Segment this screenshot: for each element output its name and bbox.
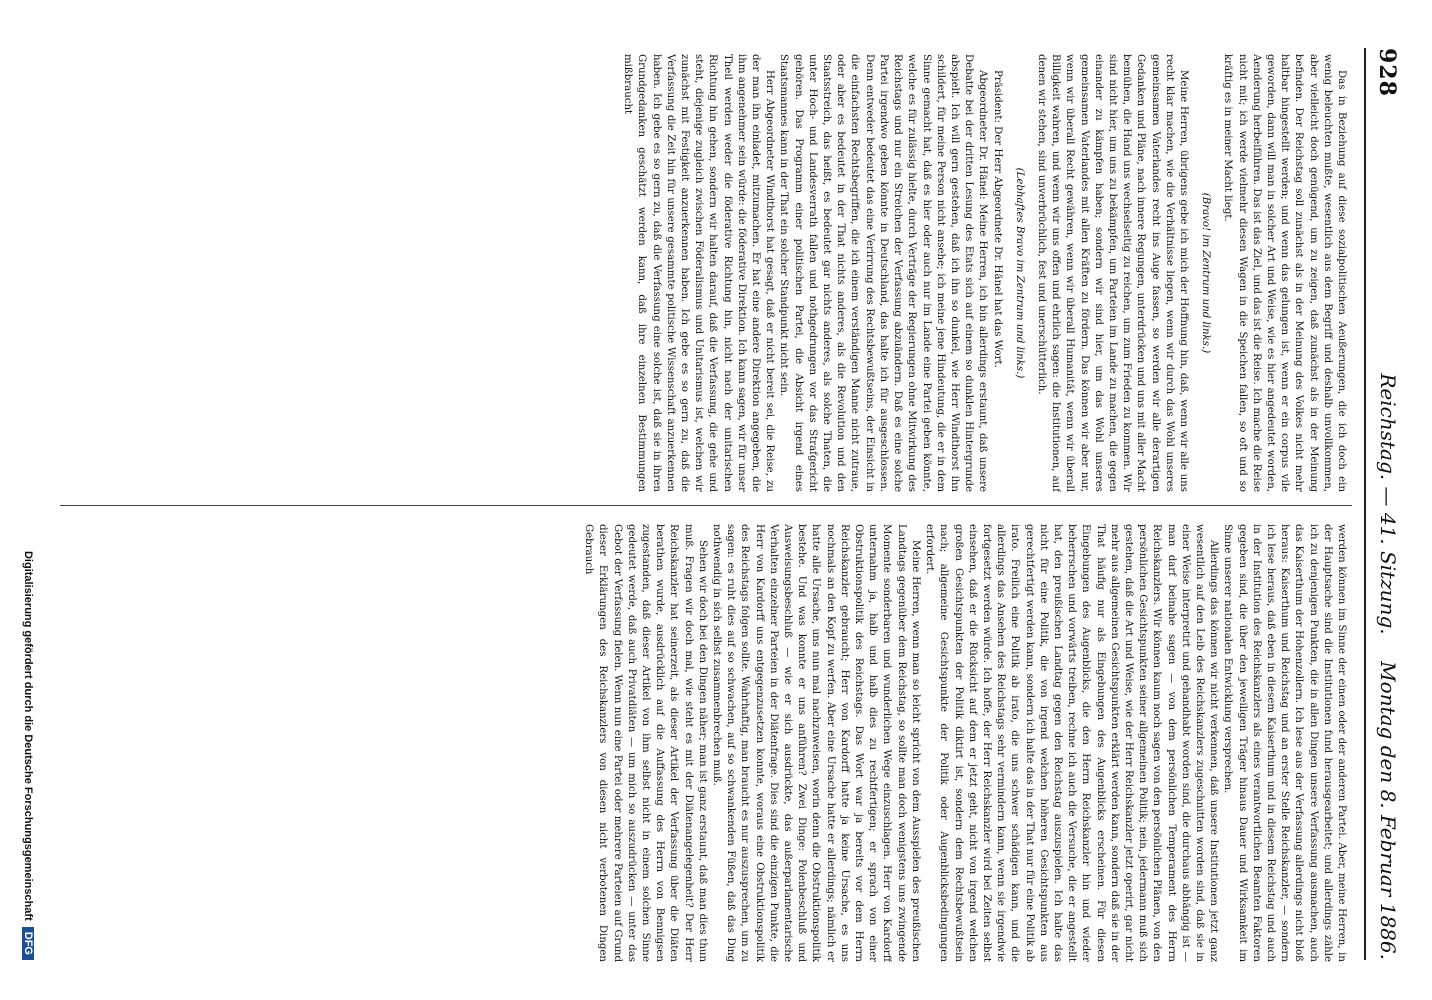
digitization-credit — [22, 0, 34, 1000]
speaker-paragraph: Präsident: Der Herr Abgeordnete Dr. Hänel hat das Wort. — [991, 70, 1003, 368]
left-column — [50, 54, 1348, 492]
session-date: Montag den 8. Februar 1886. — [1376, 661, 1400, 960]
paragraph: Sehen wir doch bei den Dingen näher; man ist ganz erstaunt, daß man dies thun muß. Fragen wir doch mal, wie steht es mit der Diätenangelegenheit? Der Herr Reichskanzler hat seinerzeit, als dieser Artikel der Verfassung über die Diäten berathen wurde, ausdrücklich auf die Auffassung des Herrn von Bennigsen zugestanden, daß dieser Artikel von ihm selbst nicht in einem solchen Sinne gedeutet werde, daß auch Privatdiäten — um mich so auszudrücken — unter das Gebot der Verfassung fielen. Wenn nun eine Partei oder mehrere Parteien auf Grund dieser Erklärungen des Reichskanzlers von diesen nicht verbotenen Dingen Gebrauch — [583, 524, 708, 962]
page-header — [1366, 48, 1412, 960]
paragraph: Meine Herren, übrigens gebe ich mich der Hoffnung hin, daß, wenn wir alle uns recht klar machen, wie die Verhältnisse liegen, wenn wir durch das Wohl unseres gemeinsamen Vaterlandes recht ins Auge fassen, so werden wir alle derartigen Gedanken und Pläne, nach innere Regungen, unterdrücken und uns mit aller Macht bemühen, die Hand uns wechselseitig zu reichen, um zum Frieden zu kommen. Wir sind nicht hier, um uns zu bekämpfen, um Parteien im Lande zu machen, die gegen einander zu kämpfen haben; sondern wir sind hier, um das Wohl unseres gemeinsamen Vaterlandes mit allen Kräften zu fördern. Das können wir aber nur, wenn wir überall Recht gewähren, wenn wir überall Humanität, wenn wir überall Billigkeit wahren, und wenn wir uns offen und ehrlich sagen: die Institutionen, auf denen wir stehen, sind unverbrüchlich, fest und unerschütterlich. — [1035, 54, 1189, 492]
paragraph: Herr Abgeordneter Windthorst hat gesagt, daß er nicht bereit sei, die Reise, zu der man ihn einladet, mitzumachen. Er hat eine andere Direktion angegeben, die ihm angenehmer sein würde: die föderative Direktion. Ich kann sagen, wir für unser Theil werden weder die föderative Richtung hin, nicht nach der unitarischen Richtung hin gehen, sondern wir halten darauf, daß die Verfassung, die gehe und steht, diejenige zugleich zwischen Föderalismus und Unitarismus ist, welchen wir zunächst mit Festigkeit anzuerkennen haben. Ich gebe es so gern zu, daß die Verfassung die Zeit hin für unsere gesammte politische Wissenschaft anzuerkennen haben. Ich gebe es so gern zu, daß die Verfassung eine solche ist, daß sie in ihren Grundgedanken geschätzt werden kann, daß ihre einzelnen Bestimmungen mißbraucht — [622, 54, 776, 492]
credit-text: Digitalisierung gefördert durch die Deutsche Forschungsgemeinschaft — [22, 550, 34, 921]
applause-note: (Lebhaftes Bravo im Zentrum und links.) — [1013, 167, 1025, 379]
paragraph: Allerdings das können wir nicht verkennen, daß unsere Institutionen jetzt ganz wesentlich auf den Leib des Reichskanzlers zugeschnitten worden sind, daß sie in einer Weise interpretirt und gehandhabt worden sind, die durchaus abhängig ist — man darf beinahe sagen — von dem persönlichen Temperament des Herrn Reichskanzlers. Wir können kaum noch sagen von den persönlichen Plänen, von den persönlichen Gesichtspunkten seiner allgemeinen Politik; nein, jedermann muß sich gestehen, daß die Art und Weise, wie der Herr Reichskanzler jetzt operirt, gar nicht mehr aus allgemeinen Gesichtspunkten erklärt werden kann, sondern daß sie in der That häufig nur als Eingebungen des Augenblicks erscheinen. Für diesen Eingebungen des Augenblicks, die den Herrn Reichskanzler hin und wieder beherrschen und vorwärts treiben, rechne ich auch die Versuche, die er angestellt hat, den preußischen Landtag gegen den Reichstag auszuspielen. Ich halte das nicht für eine Politik, die von irgend welchen höheren Gesichtspunkten aus gerechtfertigt werden kann, sondern ich halte das in der That nur für eine Politik ab irato. Freilich eine Politik ab irato, die uns schwer schädigen kann, und die allerdings das Ansehen des Reichstags sehr vermindern kann, wenn sie irgendwie fortgesetzt werden würde. Ich hoffe, der Herr Reichskanzler wird bei Zeiten selbst einsehen, daß er die Rücksicht auf dem er jetzt geht, nicht von irgend welchen großen Gesichtspunkten der Politik diktirt ist, sondern dem Rechtsbewußtsein nach; allgemeine Gesichtspunkte der Politik oder Augenblicksbedingungen erfordert. — [924, 524, 1220, 962]
applause-note: (Bravo! im Zentrum und links.) — [1200, 192, 1212, 354]
paragraph: werden können im Sinne der einen oder der anderen Partei. Aber, meine Herren, in der Hauptsache sind die Institutionen fund herausgearbeitet; und allerdings zähle ich zu denjenigen Punkten, die in allen Dingen unsere Verfassung ausmachen, auch das Kaiserthum der Hohenzollern. Ich lese aus der Verfassung allerdings nicht bloß heraus: Kaiserthum und Reichstag und an erster Stelle Reichskanzler, — sondern ich lese heraus, daß eben in diesem Kaiserthum und in diesem Reichstag und auch in der Institution des Reichskanzlers als eines verantwortlichen Beamten Faktoren gegeben sind, die über den jeweiligen Träger hinaus Dauer und Wirksamkeit im Sinne unserer nationalen Entwicklung versprechen. — [1222, 524, 1347, 962]
session-title: Reichstag. — 41. Sitzung. — [1376, 373, 1400, 635]
dfg-logo: DFG — [22, 927, 34, 960]
paragraph: Abgeordneter Dr. Hänel: Meine Herren, ich bin allerdings erstaunt, daß unsere Debatte bei der dritten Lesung des Etats sich auf einem so dunklen Hintergrunde abspielt. Ich will gern gestehen, daß ich ihn so dunkel, wie Herr Windthorst ihn schildert, für meine Person nicht ansehe; ich meine jene Hindeutung, die er in dem Sinne gemacht hat, daß es hier oder auch nur im Lande eine Partei geben könnte, welche es für zulässig hielte, durch Verträge der Regierungen ohne Mitwirkung des Reichstags und nur ein Streichen der Verfassung abzuändern. Daß es eine solche Partei irgendwo geben könnte in Deutschland, das halte ich für ausgeschlossen. Denn entweder bedeutet das eine Verirrung des Rechtsbewußtseins, der Einsicht in die einfachsten Rechtsbegriffen, die ich einem verständigen Manne nicht zutraue, oder aber es bedeutet in der That nichts anderes, als die Revolution und den Staatsstreich, das heißt, es bedeutet gar nichts anderes, als solche Thaten, die unter Hoch- und Landesverrath fallen und nothgedrungen vor das Strafgericht gehören. Das Programm einer politischen Partei, die Absicht irgend eines Staatsmannes kann in der That ein solcher Standpunkt nicht sein. — [778, 54, 989, 492]
right-column — [50, 524, 1348, 962]
paragraph: Das in Beziehung auf diese sozialpolitischen Aeußerungen, die ich doch ein wenig beleuchten mußte, wesentlich aus dem Begriff und deshalb unvollkommen, aber vielleicht doch genügend, um zu zeigen, daß zunächst als in der Meinung befinden. Der Reichstag soll zunächst als in der Meinung des Volkes nicht mehr haltbar hingestellt werden; und wenn das gelungen ist, wenn er ein corpus vile geworden, dann will man in solcher Art und Weise, wie es hier angedeutet worden, Aenderung herbeiführen. Das ist das Ziel, und das ist die Reise. Ich mache die Reise nicht mit; ich werde vielmehr diesen Wagen in die Speichen fallen, so oft und so kräftig es in meiner Macht liegt. — [1222, 54, 1347, 492]
paragraph: Meine Herren, wenn man so leicht spricht von dem Ausspielen des preußischen Landtags gegenüber dem Reichstag, so sollte man doch wenigstens uns zwingende Momente sonderbaren und wunderlichen Wege einzuschlagen. Herr von Kardorff unternahm ja, halb und halb dies zu rechtfertigen; er sprach von einer Obstruktionspolitik des Reichstags. Das Wort war ja bereits vor dem Herrn Reichskanzler gebraucht; Herr von Kardorff hatte ja keine Ursache, es uns nochmals an den Kopf zu werfen. Aber eine Ursache hatte er allerdings; nämlich er hatte alle Ursache, uns nun mal nachzuweisen, worin denn die Obstruktionspolitik bestehe. Und was konnte er uns anführen? Zwei Dinge: Polenbeschluß und Ausweisungsbeschluß — wie er sich ausdrückte, das außerparlamentarische Verhalten einzelner Parteien in der Diätenfrage. Dies sind die einzigen Punkte, die Herr von Kardorff uns entgegenzusetzen konnte, woraus eine Obstruktionspolitik des Reichstags folgen sollte. Wahrhaftig, man braucht es nur auszusprechen, um zu sagen: es ruht dies auf so schwachen, auf so schwankenden Füßen, daß das Ding nothwendig in sich selbst zusammenbrechen muß. — [711, 524, 921, 962]
header-rule — [1364, 48, 1366, 960]
column-divider — [60, 505, 1352, 506]
page-number: 928 — [1374, 48, 1400, 97]
